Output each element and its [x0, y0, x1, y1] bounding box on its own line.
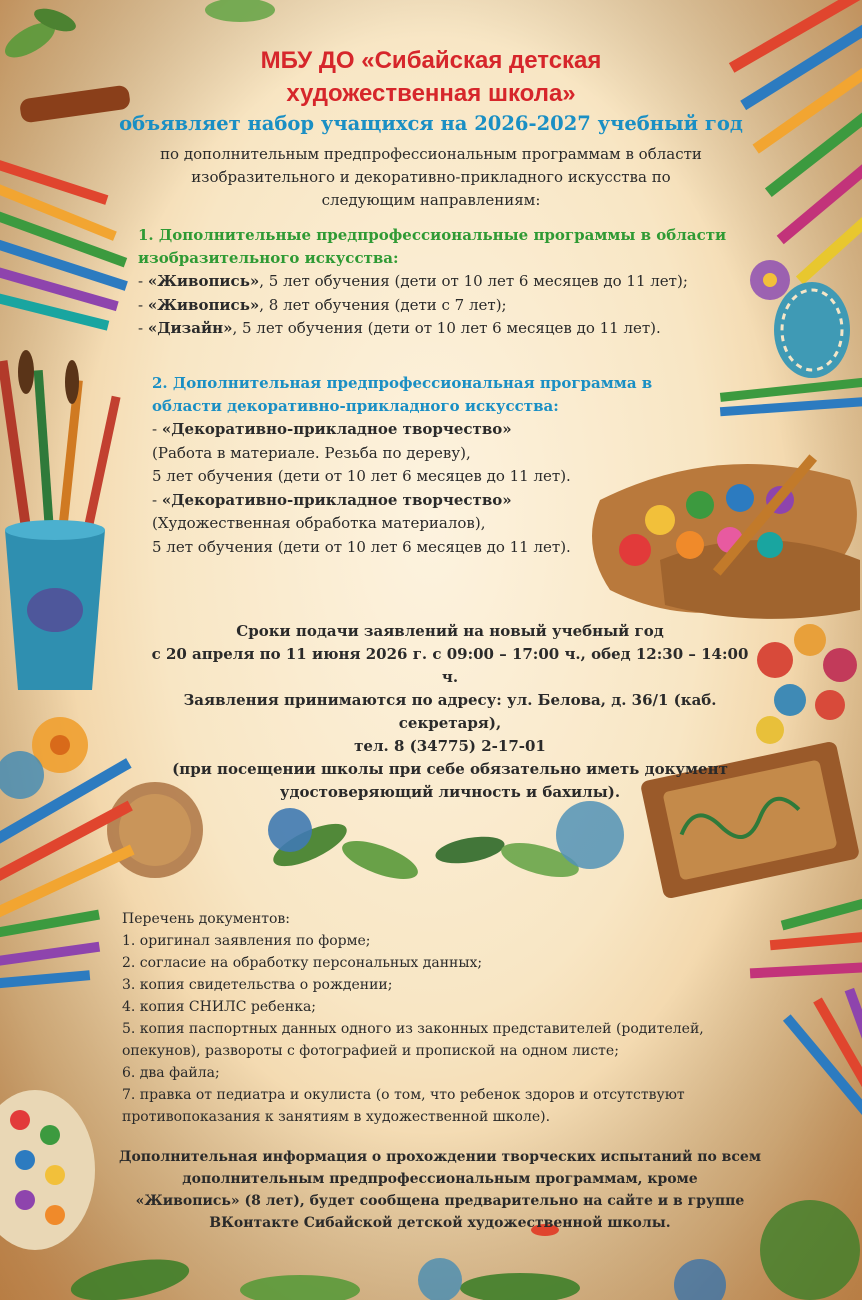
section-2-title [152, 372, 712, 418]
notice-line: удостоверяющий личность и бахилы). [279, 783, 621, 801]
title-line: МБУ ДО «Сибайская детская [260, 47, 602, 74]
list-item-term: 5 лет обучения (дети от 10 лет 6 месяцев до 11 лет). [152, 537, 571, 556]
painted-egg-icon [774, 282, 850, 378]
list-item: 2. согласие на обработку персональных данных; [122, 955, 483, 971]
info-line: дополнительным предпрофессиональным программам, кроме [182, 1171, 698, 1187]
deadline-line: с 20 апреля по 11 июня 2026 г. с 09:00 – 17:00 ч., обед 12:30 – 14:00 ч. [151, 645, 749, 686]
title-line: художественная школа» [286, 80, 576, 107]
list-item: - «Декоративно-прикладное творчество» [152, 490, 512, 509]
list-item-detail: (Работа в материале. Резьба по дереву), [152, 443, 471, 462]
address-line: секретаря), [398, 714, 502, 732]
list-item: 7. правка от педиатра и окулиста (о том, что ребенок здоров и отсутствуют [122, 1087, 685, 1103]
list-item-detail: (Художественная обработка материалов), [152, 514, 486, 532]
application-deadlines [150, 620, 750, 804]
section-title-line: 1. Дополнительные предпрофессиональные программы в области [138, 226, 727, 244]
list-item: 5. копия паспортных данных одного из законных представителей (родителей, [122, 1021, 704, 1037]
intro-line: изобразительного и декоративно-прикладного искусства по [191, 168, 671, 186]
section-title-line: 2. Дополнительная предпрофессиональная программа в [152, 374, 653, 392]
school-name-title [0, 44, 862, 110]
list-item-term: 5 лет обучения (дети от 10 лет 6 месяцев до 11 лет). [152, 467, 571, 485]
additional-info [110, 1146, 770, 1234]
documents-heading: Перечень документов: [122, 911, 290, 927]
list-item: опекунов), развороты с фотографией и пропиской на одном листе; [122, 1043, 619, 1059]
address-line: Заявления принимаются по адресу: ул. Белова, д. 36/1 (каб. [183, 691, 717, 709]
list-item: 1. оригинал заявления по форме; [122, 933, 371, 949]
section-title-line: изобразительного искусства: [138, 249, 399, 267]
list-item: - «Живопись», 5 лет обучения (дети от 10 лет 6 месяцев до 11 лет); [138, 272, 688, 290]
list-item: 6. два файла; [122, 1065, 220, 1081]
documents-list [122, 908, 772, 1128]
deadline-line: Сроки подачи заявлений на новый учебный год [236, 622, 664, 640]
list-item: - «Живопись», 8 лет обучения (дети с 7 лет); [138, 295, 507, 314]
section-1-title [138, 224, 738, 270]
section-title-line: области декоративно-прикладного искусства: [152, 397, 559, 415]
section-2-list [152, 418, 632, 559]
info-line: «Живопись» (8 лет), будет сообщена предварительно на сайте и в группе [135, 1193, 745, 1209]
announcement-heading: объявляет набор учащихся на 2026-2027 учебный год [119, 112, 743, 135]
info-line: ВКонтакте Сибайской детской художественной школы. [209, 1215, 671, 1231]
phone-line: тел. 8 (34775) 2-17-01 [354, 737, 546, 755]
intro-text [120, 143, 742, 212]
list-item: 4. копия СНИЛС ребенка; [122, 999, 317, 1015]
intro-line: следующим направлениям: [321, 191, 541, 209]
list-item: противопоказания к занятиям в художественной школе). [122, 1109, 551, 1125]
list-item: 3. копия свидетельства о рождении; [122, 977, 393, 993]
info-line: Дополнительная информация о прохождении творческих испытаний по всем [119, 1149, 761, 1165]
notice-line: (при посещении школы при себе обязательно иметь документ [172, 760, 728, 778]
intro-line: по дополнительным предпрофессиональным программам в области [160, 145, 702, 163]
section-1-list [138, 270, 758, 341]
list-item: - «Дизайн», 5 лет обучения (дети от 10 лет 6 месяцев до 11 лет). [138, 319, 661, 337]
list-item: - «Декоративно-прикладное творчество» [152, 420, 512, 438]
